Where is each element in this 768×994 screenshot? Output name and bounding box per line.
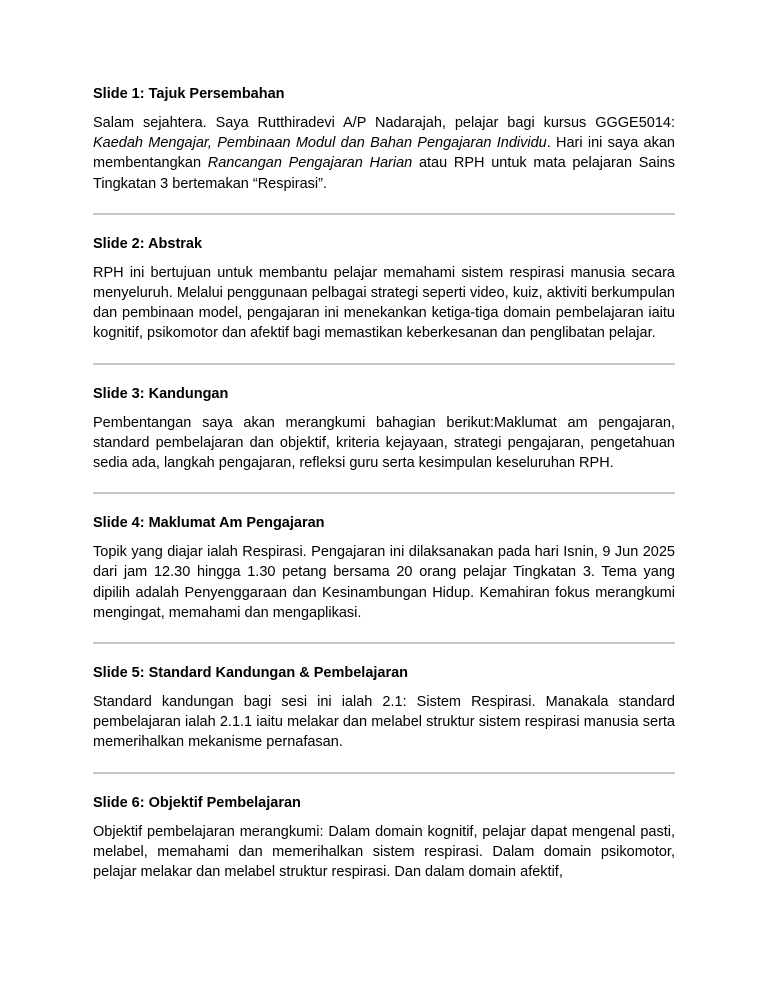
section-paragraph [93,413,675,474]
section-paragraph [93,822,675,883]
section-slide-4 [93,513,675,623]
text-run: Standard kandungan bagi sesi ini ialah 2.1: Sistem Respirasi. Manakala standard pembelajaran ialah 2.1.1 iaitu melakar dan melabel struktur sistem respirasi manusia serta memerihalkan mekanisme pernafasan. [93,694,675,751]
text-run: . Hari ini saya akan membentangkan [93,135,675,172]
text-run: Topik yang diajar ialah Respirasi. Pengajaran ini dilaksanakan pada hari Isnin, 9 Jun 2025 dari jam 12.30 hingga 1.30 petang bersama 20 orang pelajar Tingkatan 3. Tema yang dipilih adalah Penyenggaraan dan Kesinambungan Hidup. Kemahiran fokus merangkumi mengingat, memahami dan mengaplikasi. [93,544,675,621]
section-paragraph [93,263,675,344]
section-divider [93,363,675,365]
section-divider [93,213,675,215]
section-heading: Slide 3: Kandungan [93,385,229,402]
text-run: Objektif pembelajaran merangkumi: Dalam domain kognitif, pelajar dapat mengenal pasti, melabel, memahami dan memerihalkan sistem respirasi. Dalam domain psikomotor, pelajar melakar dan melabel struktur respirasi. Dan dalam domain afektif, [93,823,675,881]
section-divider [93,492,675,494]
section-slide-3 [93,384,675,474]
section-heading: Slide 5: Standard Kandungan & Pembelajaran [93,665,409,682]
section-slide-2 [93,234,675,344]
section-slide-1 [93,84,675,194]
section-heading: Slide 1: Tajuk Persembahan [93,86,285,102]
section-slide-5 [93,663,675,753]
text-run: Pembentangan saya akan merangkumi bahagian berikut:Maklumat am pengajaran, standard pembelajaran dan objektif, kriteria kejayaan, strategi pengajaran, pengetahuan sedia ada, langkah pengajaran, refleksi guru serta kesimpulan keseluruhan RPH. [93,414,675,472]
section-paragraph [93,542,675,623]
section-divider [93,642,675,644]
document-page [93,84,675,882]
section-slide-6 [93,793,675,883]
text-run: RPH ini bertujuan untuk membantu pelajar memahami sistem respirasi manusia secara menyeluruh. Melalui penggunaan pelbagai strategi seperti video, kuiz, aktiviti berkumpulan dan pembinaan model, pengajaran ini menekankan ketiga-tiga domain pembelajaran iaitu kognitif, psikomotor dan afektif bagi memastikan keberkesanan dan penglibatan pelajar. [93,264,675,342]
text-run: Salam sejahtera. Saya Rutthiradevi A/P Nadarajah, pelajar bagi kursus GGGE5014: [93,115,675,131]
section-heading: Slide 2: Abstrak [93,235,203,252]
section-heading: Slide 4: Maklumat Am Pengajaran [93,515,325,532]
section-divider [93,772,675,774]
text-run: atau RPH untuk mata pelajaran Sains Tingkatan 3 bertemakan “Respirasi”. [93,155,675,192]
section-paragraph [93,692,675,753]
text-run-italic: Rancangan Pengajaran Harian [207,155,413,172]
section-paragraph [93,113,675,194]
text-run-italic: Kaedah Mengajar, Pembinaan Modul dan Bahan Pengajaran Individu [93,135,547,152]
section-heading: Slide 6: Objektif Pembelajaran [93,794,301,811]
